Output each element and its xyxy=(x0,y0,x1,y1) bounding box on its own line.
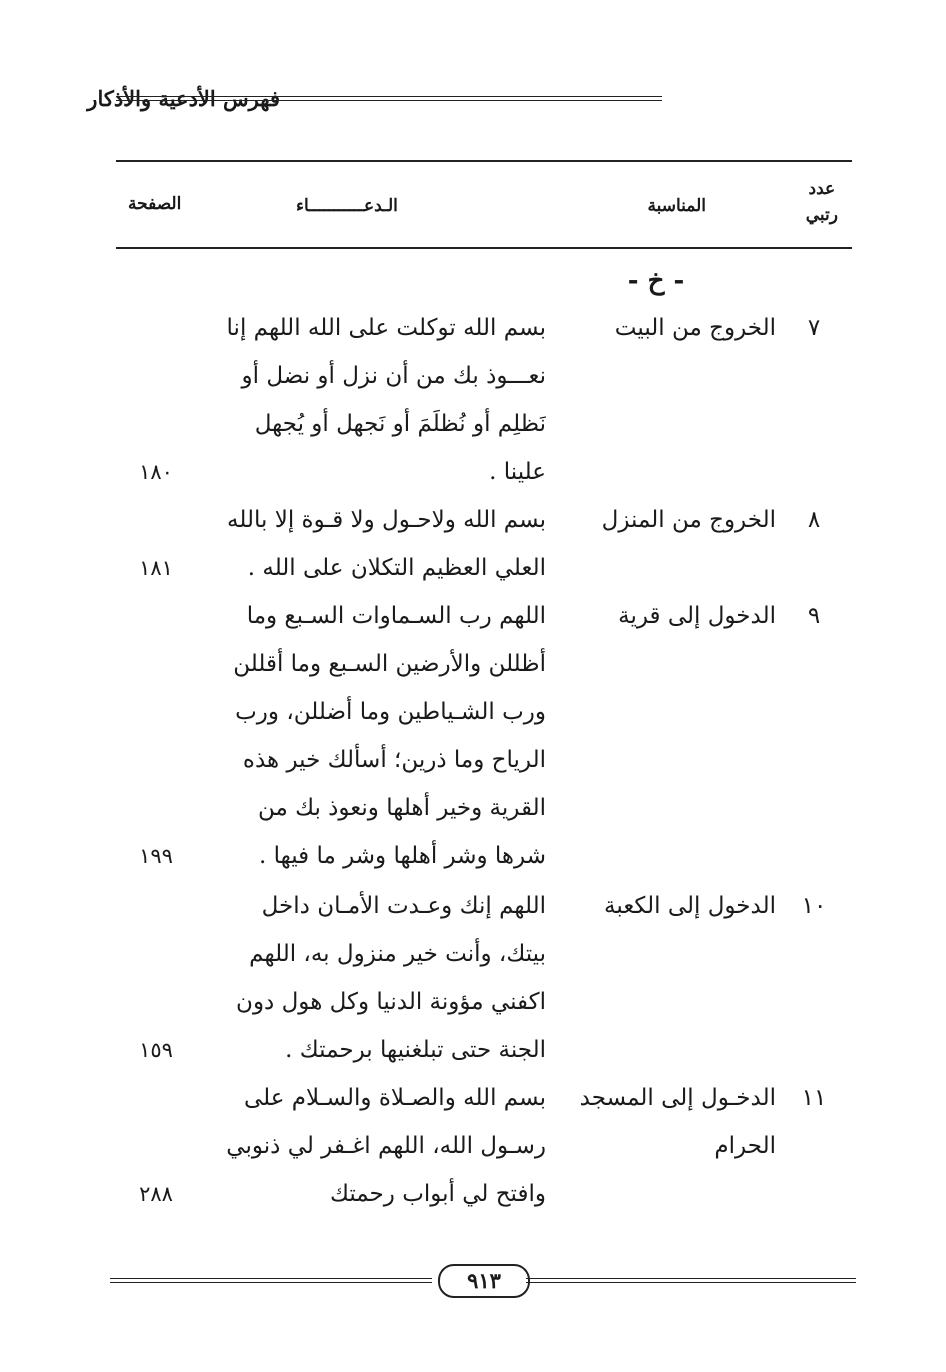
table-header-bottom-rule xyxy=(116,247,852,249)
footer-rule-left xyxy=(110,1278,432,1283)
column-header-number xyxy=(806,176,838,228)
entry-page: ٢٨٨ xyxy=(139,1182,173,1206)
entry-number: ٧ xyxy=(807,315,821,341)
dua-line: شرها وشر أهلها وشر ما فيها . xyxy=(258,843,546,869)
dua-line: اللهم رب السـماوات السـبع وما xyxy=(246,603,546,629)
running-header xyxy=(87,80,852,120)
column-header-page: الصفحة xyxy=(128,194,182,214)
entry-dua xyxy=(216,1074,546,1218)
entry-dua xyxy=(216,882,546,1074)
entry-occasion-line: الدخول إلى قرية xyxy=(618,603,776,629)
dua-line: العلي العظيم التكلان على الله . xyxy=(247,555,546,581)
dua-line: ورب الشـياطين وما أضللن، ورب xyxy=(235,699,546,725)
entry-number: ١٠ xyxy=(801,893,827,919)
entry-dua xyxy=(216,592,546,880)
table-header-top-rule xyxy=(116,160,852,162)
entry-page: ١٨١ xyxy=(139,556,173,580)
dua-line: بيتك، وأنت خير منزول به، اللهم xyxy=(249,941,546,967)
entry-occasion-line: الخروج من المنزل xyxy=(601,507,776,533)
entry-occasion-line: الحرام xyxy=(714,1133,776,1159)
column-header-occasion: المناسبة xyxy=(647,196,706,216)
entry-number: ١١ xyxy=(801,1085,827,1111)
dua-line: رسـول الله، اللهم اغـفر لي ذنوبي xyxy=(226,1133,546,1159)
entry-occasion xyxy=(566,1074,776,1170)
dua-line: الرياح وما ذرين؛ أسألك خير هذه xyxy=(242,747,546,773)
page-number-badge: ٩١٣ xyxy=(438,1264,530,1298)
column-header-number-line1: عدد xyxy=(808,179,836,199)
entry-occasion xyxy=(566,592,776,640)
running-header-title: فهرس الأدعية والأذكار xyxy=(87,86,280,111)
entry-occasion-line: الدخـول إلى المسجد xyxy=(579,1085,776,1111)
footer-rule-right xyxy=(526,1278,856,1283)
dua-line: نعـــوذ بك من أن نزل أو نضل أو xyxy=(241,363,546,389)
entry-occasion-line: الخروج من البيت xyxy=(614,315,776,341)
table-header xyxy=(116,160,852,252)
dua-line: علينا . xyxy=(489,459,546,485)
entry-number: ٩ xyxy=(807,603,821,629)
dua-line: الجنة حتى تبلغنيها برحمتك . xyxy=(285,1037,546,1063)
dua-line: بسم الله والصـلاة والسـلام على xyxy=(243,1085,546,1111)
dua-line: أظللن والأرضين السـبع وما أقللن xyxy=(233,651,546,677)
entry-occasion xyxy=(566,496,776,544)
entry-page: ١٥٩ xyxy=(139,1038,173,1062)
running-header-rule xyxy=(116,96,662,101)
dua-line: القرية وخير أهلها ونعوذ بك من xyxy=(257,795,546,821)
entry-occasion-line: الدخول إلى الكعبة xyxy=(604,893,776,919)
entry-dua xyxy=(216,496,546,592)
dua-line: بسم الله توكلت على الله اللهم إنا xyxy=(226,315,546,341)
section-letter: - خ - xyxy=(627,266,685,296)
dua-line: وافتح لي أبواب رحمتك xyxy=(329,1181,546,1207)
column-header-dua: الـدعـــــــــــاء xyxy=(296,196,398,216)
dua-line: اللهم إنك وعـدت الأمـان داخل xyxy=(261,893,546,919)
entry-dua xyxy=(216,304,546,496)
entry-occasion xyxy=(566,882,776,930)
dua-line: اكفني مؤونة الدنيا وكل هول دون xyxy=(236,989,546,1015)
dua-line: بسم الله ولاحـول ولا قـوة إلا بالله xyxy=(227,507,546,533)
entry-page: ١٨٠ xyxy=(139,460,173,484)
column-header-number-line2: رتبي xyxy=(805,205,838,225)
entry-number: ٨ xyxy=(807,507,821,533)
entry-occasion xyxy=(566,304,776,352)
dua-line: نَظلِم أو نُظلَمَ أو نَجهل أو يُجهل xyxy=(254,411,546,437)
entry-page: ١٩٩ xyxy=(139,844,173,868)
page-footer xyxy=(110,1262,856,1302)
